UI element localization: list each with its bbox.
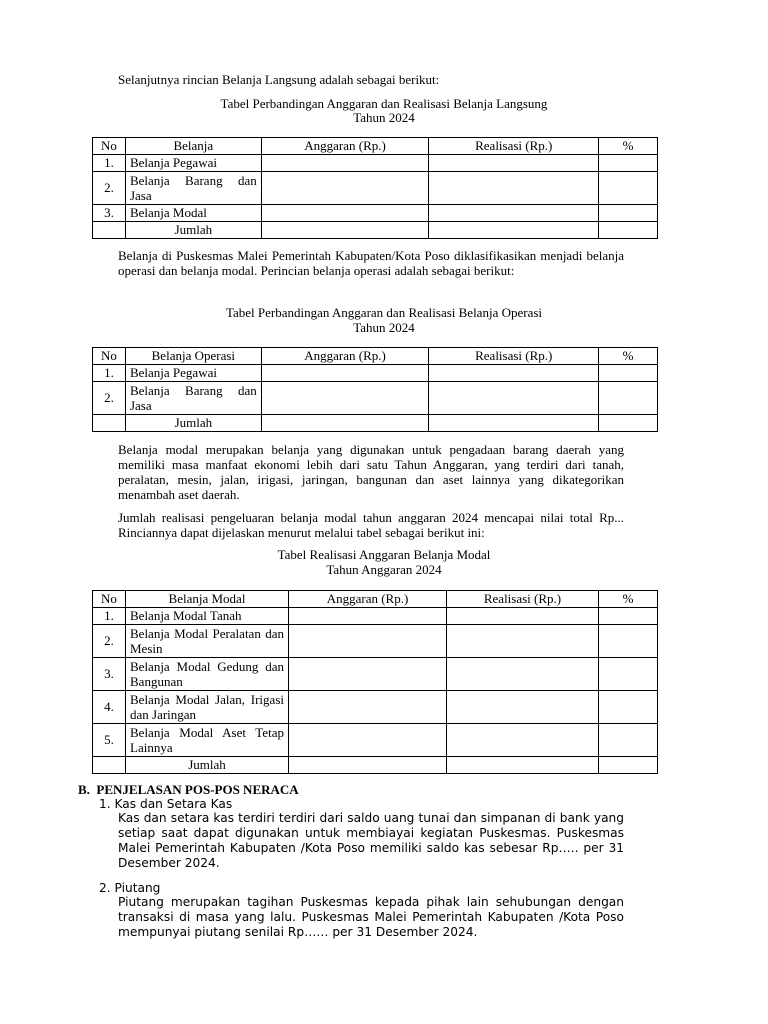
total-label: Jumlah [126,757,289,774]
cell-percent [599,625,658,658]
cell-anggaran [261,205,429,222]
row-label: Belanja Modal Aset Tetap Lainnya [126,724,289,757]
table-row [93,155,658,172]
cell-anggaran [289,724,447,757]
cell-percent [599,365,658,382]
cell-realisasi [447,625,599,658]
section-heading-neraca: B. PENJELASAN POS-POS NERACA [78,782,299,797]
table-row [93,658,658,691]
col-header-anggaran: Anggaran (Rp.) [261,138,429,155]
row-label: Belanja Pegawai [125,365,261,382]
col-header-realisasi: Realisasi (Rp.) [429,138,599,155]
table-belanja-operasi [92,347,658,432]
row-no: 2. [93,172,126,205]
total-label: Jumlah [125,222,261,239]
cell-percent [599,757,658,774]
cell-anggaran [261,155,429,172]
table-header-row [93,348,658,365]
table2-title: Tabel Perbandingan Anggaran dan Realisasi Belanja Operasi [225,305,543,320]
table-row [93,724,658,757]
cell-realisasi [429,365,599,382]
cell-anggaran [289,608,447,625]
table1-title: Tabel Perbandingan Anggaran dan Realisasi Belanja Langsung [220,96,548,111]
col-header-percent: % [599,348,658,365]
table-row [93,365,658,382]
row-no: 1. [93,155,126,172]
cell-percent [599,382,658,415]
table-header-row [93,138,658,155]
col-header-realisasi: Realisasi (Rp.) [447,591,599,608]
item-piutang-title: 2. Piutang [99,881,161,895]
table-row [93,172,658,205]
row-label: Belanja Modal Jalan, Irigasi dan Jaringan [126,691,289,724]
col-header-percent: % [599,591,658,608]
cell-anggaran [289,691,447,724]
paragraph-belanja-klasifikasi: Belanja di Puskesmas Malei Pemerintah Kabupaten/Kota Poso diklasifikasikan menjadi belanja operasi dan belanja modal. Perincian belanja operasi adalah sebagai berikut: [118,248,624,278]
cell-realisasi [447,691,599,724]
col-header-no: No [93,348,126,365]
col-header-anggaran: Anggaran (Rp.) [261,348,429,365]
total-no [93,757,126,774]
row-no: 2. [93,382,126,415]
table1-subtitle: Tahun 2024 [353,110,415,125]
cell-percent [599,155,658,172]
cell-realisasi [429,415,599,432]
row-no: 3. [93,658,126,691]
col-header-realisasi: Realisasi (Rp.) [429,348,599,365]
cell-realisasi [447,608,599,625]
table2-subtitle: Tahun 2024 [353,320,415,335]
paragraph-realisasi-modal: Jumlah realisasi pengeluaran belanja modal tahun anggaran 2024 mencapai nilai total Rp... Rinciannya dapat dijelaskan menurut melalui tabel sebagai berikut ini: [118,510,624,540]
cell-percent [599,205,658,222]
cell-percent [599,658,658,691]
col-header-belanja-operasi: Belanja Operasi [125,348,261,365]
cell-anggaran [261,415,429,432]
row-no: 4. [93,691,126,724]
cell-percent [599,415,658,432]
cell-realisasi [429,205,599,222]
item-kas-title: 1. Kas dan Setara Kas [99,797,233,811]
row-label: Belanja Modal Peralatan dan Mesin [126,625,289,658]
cell-realisasi [447,658,599,691]
table-total-row [93,757,658,774]
total-no [93,415,126,432]
row-label: Belanja Modal Tanah [126,608,289,625]
cell-realisasi [429,382,599,415]
table3-title: Tabel Realisasi Anggaran Belanja Modal [277,547,491,562]
cell-percent [599,222,658,239]
cell-realisasi [429,155,599,172]
cell-anggaran [261,172,429,205]
total-no [93,222,126,239]
paragraph-belanja-modal: Belanja modal merupakan belanja yang digunakan untuk pengadaan barang daerah yang memiliki masa manfaat ekonomi lebih dari satu Tahun Anggaran, yang terdiri dari tanah, peralatan, mesin, jalan, irigasi, jaringan, bangunan dan aset lainnya yang dikategorikan menambah aset daerah. [118,442,624,502]
row-label: Belanja Modal Gedung dan Bangunan [126,658,289,691]
item-piutang-text: Piutang merupakan tagihan Puskesmas kepada pihak lain sehubungan dengan transaksi di masa yang lalu. Puskesmas Malei Pemerintah Kabupaten /Kota Poso mempunyai piutang senilai Rp…… per 31 Desember 2024. [118,895,624,939]
cell-percent [599,691,658,724]
cell-realisasi [429,222,599,239]
table-row [93,625,658,658]
cell-anggaran [261,222,429,239]
table-row [93,691,658,724]
col-header-anggaran: Anggaran (Rp.) [289,591,447,608]
row-label: Belanja Modal [125,205,261,222]
row-label: Belanja Barang dan Jasa [125,382,261,415]
table-belanja-langsung [92,137,658,239]
intro-text: Selanjutnya rincian Belanja Langsung adalah sebagai berikut: [118,72,440,87]
col-header-belanja: Belanja [125,138,261,155]
cell-percent [599,724,658,757]
table3-subtitle: Tahun Anggaran 2024 [326,562,442,577]
row-label: Belanja Pegawai [125,155,261,172]
cell-percent [599,608,658,625]
row-no: 5. [93,724,126,757]
col-header-belanja-modal: Belanja Modal [126,591,289,608]
row-no: 1. [93,365,126,382]
cell-anggaran [261,365,429,382]
row-no: 1. [93,608,126,625]
cell-anggaran [261,382,429,415]
cell-realisasi [429,172,599,205]
row-no: 3. [93,205,126,222]
col-header-no: No [93,591,126,608]
cell-percent [599,172,658,205]
row-no: 2. [93,625,126,658]
col-header-no: No [93,138,126,155]
row-label: Belanja Barang dan Jasa [125,172,261,205]
table-row [93,382,658,415]
col-header-percent: % [599,138,658,155]
table-total-row [93,222,658,239]
table-total-row [93,415,658,432]
total-label: Jumlah [125,415,261,432]
cell-anggaran [289,625,447,658]
table-row [93,608,658,625]
cell-anggaran [289,658,447,691]
cell-anggaran [289,757,447,774]
cell-realisasi [447,724,599,757]
table-row [93,205,658,222]
table-header-row [93,591,658,608]
table-belanja-modal [92,590,658,774]
item-kas-text: Kas dan setara kas terdiri terdiri dari saldo uang tunai dan simpanan di bank yang setiap saat dapat digunakan untuk membiayai kegiatan Puskesmas. Puskesmas Malei Pemerintah Kabupaten /Kota Poso memiliki saldo kas sebesar Rp….. per 31 Desember 2024. [118,811,624,870]
cell-realisasi [447,757,599,774]
